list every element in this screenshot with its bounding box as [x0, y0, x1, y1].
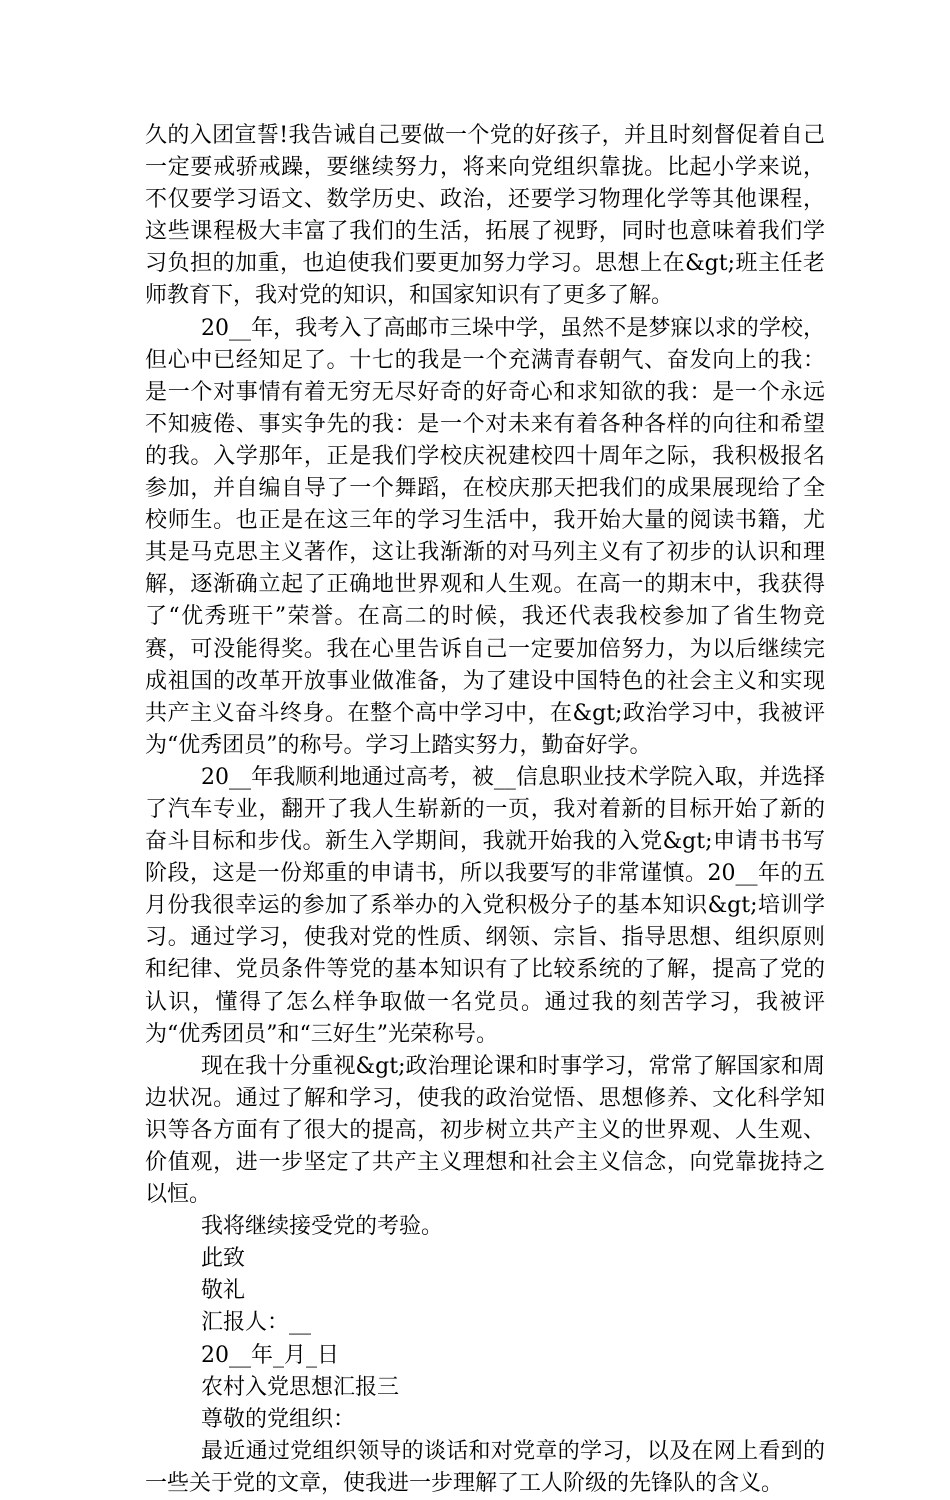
- closing-line-regards: 敬礼: [201, 1278, 246, 1304]
- paragraph-4: 现在我十分重视&gt;政治理论课和时事学习，常常了解国家和周边状况。通过了解和学习，使我的政治觉悟、思想修养、文化科学知识等各方面有了很大的提高，初步树立共产主义的世界观、人生观、价值观，进一步坚定了共产主义理想和社会主义信念，向党靠拢持之以恒。: [145, 1053, 825, 1208]
- paragraph-1: 久的入团宣誓!我告诫自己要做一个党的好孩子，并且时刻督促着自己一定要戒骄戒躁，要继续努力，将来向党组织靠拢。比起小学来说，不仅要学习语文、数学历史、政治，还要学习物理化学等其他课程，这些课程极大丰富了我们的生活，拓展了视野，同时也意味着我们学习负担的加重，也迫使我们要更加努力学习。思想上在&gt;班主任老师教育下，我对党的知识，和国家知识有了更多了解。: [145, 123, 825, 309]
- closing-line-salutation: 此致: [201, 1246, 246, 1272]
- date-line: 20__年_月_日: [201, 1342, 339, 1368]
- section-title: 农村入党思想汇报三: [201, 1374, 400, 1400]
- paragraph-3: 20__年我顺利地通过高考，被__信息职业技术学院入取，并选择了汽车专业，翻开了我人生崭新的一页，我对着新的目标开始了新的奋斗目标和步伐。新生入学期间，我就开始我的入党&gt;申请书书写阶段，这是一份郑重的申请书，所以我要写的非常谨慎。20__年的五月份我很幸运的参加了系举办的入党积极分子的基本知识&gt;培训学习。通过学习，使我对党的性质、纲领、宗旨、指导思想、组织原则和纪律、党员条件等党的基本知识有了比较系统的了解，提高了党的认识，懂得了怎么样争取做一名党员。通过我的刻苦学习，我被评为“优秀团员”和“三好生”光荣称号。: [145, 764, 825, 1047]
- document-body: [145, 120, 825, 1500]
- closing-line-commitment: 我将继续接受党的考验。: [201, 1214, 444, 1240]
- reporter-line: 汇报人：__: [201, 1310, 312, 1336]
- final-paragraph: 最近通过党组织领导的谈话和对党章的学习，以及在网上看到的一些关于党的文章，使我进一步理解了工人阶级的先锋队的含义。: [145, 1438, 825, 1496]
- greeting-line: 尊敬的党组织：: [201, 1406, 356, 1432]
- paragraph-2: 20__年，我考入了高邮市三垛中学，虽然不是梦寐以求的学校，但心中已经知足了。十七的我是一个充满青春朝气、奋发向上的我：是一个对事情有着无穷无尽好奇的好奇心和求知欲的我：是一个永远不知疲倦、事实争先的我：是一个对未来有着各种各样的向往和希望的我。入学那年，正是我们学校庆祝建校四十周年之际，我积极报名参加，并自编自导了一个舞蹈，在校庆那天把我们的成果展现给了全校师生。也正是在这三年的学习生活中，我开始大量的阅读书籍，尤其是马克思主义著作，这让我渐渐的对马列主义有了初步的认识和理解，逐渐确立起了正确地世界观和人生观。在高一的期末中，我获得了“优秀班干”荣誉。在高二的时候，我还代表我校参加了省生物竞赛，可没能得奖。我在心里告诉自己一定要加倍努力，为以后继续完成祖国的改革开放事业做准备，为了建设中国特色的社会主义和实现共产主义奋斗终身。在整个高中学习中，在&gt;政治学习中，我被评为“优秀团员”的称号。学习上踏实努力，勤奋好学。: [145, 315, 825, 758]
